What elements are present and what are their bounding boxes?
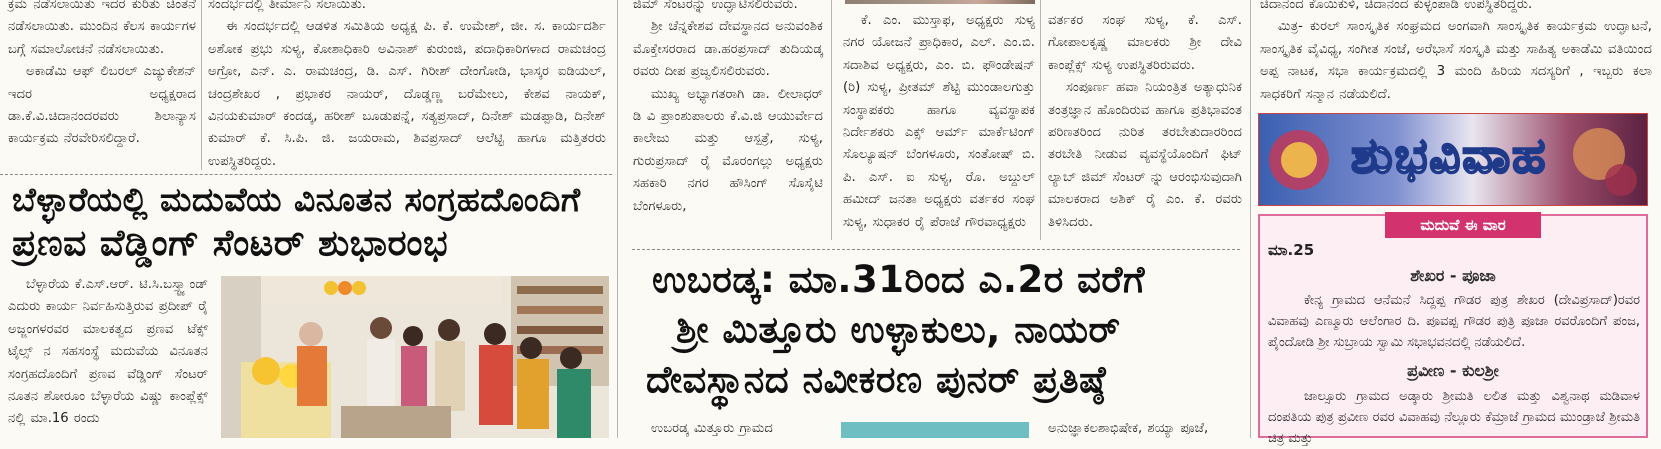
paragraph: ಮಿತ್ರ- ಕುರಲ್ ಸಾಂಸ್ಕೃತಿಕ ಸಂಘ್ರಮದ ಅಂಗವಾಗಿ ಸಾಂಸ್ಕೃತಿಕ ಕಾರ್ಯಕ್ರಮ ಉದ್ಘಾಟನೆ, ಸಾಂಸ್ಕೃತಿಕ ವೈವಿಧ್ಯ, ಸಂಗೀತ ಸಂಜೆ, ಅರೆಭಾಸೆ ಸಂಸ್ಕೃತಿ ಮತ್ತು ಸಾಹಿತ್ಯ ಅಕಾಡೆಮಿ ವತಿಯಿಂದ ಅಪ್ಪ ನಾಟಕ, ಸಭಾ ಕಾರ್ಯಕ್ರಮದಲ್ಲಿ 3 ಮಂದಿ ಹಿರಿಯ ಸದಸ್ಯರಿಗೆ , ಇಬ್ಬರು ಕಲಾ ಸಾಧಕರಿಗೆ ಸನ್ಮಾನ ನಡೆಯಲಿದೆ. xyxy=(1260,19,1652,102)
wedding-couple-names: ಪ್ರವೀಣ - ಕುಲಶ್ರೀ xyxy=(1407,361,1499,380)
column-c xyxy=(633,0,823,238)
paragraph: ಸಂಪೂರ್ಣ ಹವಾ ನಿಯಂತ್ರಿತ ಅತ್ಯಾಧುನಿಕ ತಂತ್ರಜ್ಞಾನ ಹೊಂದಿರುವ ಹಾಗೂ ಪ್ರತಿಭಾವಂತ ಪರಿಣತರಿಂದ ನುರಿತ ತರಬೇತುದಾರರಿಂದ ತರಬೇತಿ ನೀಡುವ ವ್ಯವಸ್ಥೆಯೊಂದಿಗೆ ಫಿಟ್ ಲ್ಯಾಬ್ ಜಿಮ್ ಸೆಂಟರ್ ನ್ನು ಆರಂಭಿಸುವುದಾಗಿ ಮಾಲಕರಾದ ಅಶಿಕ್ ರೈ ಎಂ. ಕೆ. ರವರು ತಿಳಿಸಿದರು. xyxy=(1048,80,1242,230)
paragraph: ಈ ಸಂದರ್ಭದಲ್ಲಿ ಆಡಳಿತ ಸಮಿತಿಯ ಅಧ್ಯಕ್ಷ ಪಿ. ಕೆ. ಉಮೇಶ್, ಜೀ. ಸ. ಕಾರ್ಯದರ್ಶಿ ಅಶೋಕ ಪ್ರಭು ಸುಳ್ಯ, ಕೋಶಾಧಿಕಾರಿ ಅವಿನಾಶ್ ಕುರುಂಜಿ, ಪದಾಧಿಕಾರಿಗಳಾದ ರಾಮಚಂದ್ರ ಅಗ್ರೋ, ಎನ್. ಎ. ರಾಮಚಂದ್ರ, ಡಿ. ಎಸ್. ಗಿರೀಶ್ ದೇಂಗೋಡಿ, ಭಾಸ್ಕರ ಐಡಿಯಲ್, ಚಂದ್ರಶೇಖರ , ಪ್ರಭಾಕರ ನಾಯರ್, ದೊಡ್ಡಣ್ಣ ಬರೆಮೇಲು, ಕೇಶವ ನಾಯಕ್, ವಿನಯಕುಮಾರ್ ಕಂದಡ್ಕ, ಹರೀಶ್ ಬೂಡುಪನ್ನೆ, ಸತ್ಯಪ್ರಸಾದ್, ದಿನೇಶ್ ಮಡಪ್ಪಾಡಿ, ದಿನೇಶ್ ಕುಮಾರ್ ಕೆ. ಸಿ.ಪಿ. ಜಿ. ಜಯರಾಮ, ಶಿವಪ್ರಸಾದ್ ಆಲೆಟ್ಟಿ ಹಾಗೂ ಮತ್ತಿತರರು ಉಪಸ್ಥಿತರಿದ್ದರು. xyxy=(208,19,606,169)
paragraph: ಕ್ರಮ ನಡೆಸಲಾಯಿತು ಇದರ ಕುರಿತು ಚಿಂತನೆ ನಡೆಸಲಾಯಿತು. ಮುಂದಿನ ಕೆಲಸ ಕಾರ್ಯಗಳ ಬಗ್ಗೆ ಸಮಾಲೋಚನೆ ನಡೆಸಲಾಯಿತು. xyxy=(8,0,196,57)
column-divider xyxy=(831,0,832,240)
wedding-banner xyxy=(1258,113,1648,206)
paragraph: ಚಿದಾನಂದ ಕೊಯಿಕುಳಿ, ಚಿದಾನಂದ ಕುಳ್ಳಂಪಾಡಿ ಉಪಸ್ಥಿತರಿದ್ದರು. xyxy=(1260,0,1533,12)
column-divider xyxy=(1040,0,1041,240)
column-a xyxy=(8,0,196,166)
paragraph: ವರ್ತಕರ ಸಂಘ ಸುಳ್ಯ, ಕೆ. ಎಸ್. ಗೋಪಾಲಕೃಷ್ಣ ಮಾಲಕರು ಶ್ರೀ ದೇವಿ ಕಾಂಪ್ಲೆಕ್ಸ್ ಸುಳ್ಯ ಉಪಸ್ಥಿತರಿರುವರು. xyxy=(1048,13,1242,73)
column-b xyxy=(208,0,606,169)
paragraph: ಅನುಜ್ಞಾಕಲಶಾಭಿಷೇಕ, ಶಯ್ಯಾ ಪೂಜೆ, xyxy=(1048,421,1209,436)
wedding-couple-names: ಶೇಖರ - ಪೂಜಾ xyxy=(1410,266,1496,285)
column-f xyxy=(1260,0,1652,102)
paragraph: ಕೆ. ಎಂ. ಮುಸ್ತಾಫ, ಅಧ್ಯಕ್ಷರು ಸುಳ್ಯ ನಗರ ಯೋಜನೆ ಪ್ರಾಧಿಕಾರ, ಎಲ್. ಎಂ.ಬಿ. ಸದಾಶಿವ ಅಧ್ಯಕ್ಷರು, ಎಂ. ಬಿ. ಫೌಂಡೇಷನ್ (ರಿ) ಸುಳ್ಯ, ಪ್ರೀತಮ್ ಶೆಟ್ಟಿ ಮುಂಡಾಲಗುತ್ತು ಸಂಸ್ಥಾಪಕರು ಹಾಗೂ ವ್ಯವಸ್ಥಾಪಕ ನಿರ್ದೇಶಕರು ಎಕ್ಸ್ ಆರ್ಮ್ ಮಾರ್ಕೆಟಿಂಗ್ ಸೊಲ್ಯೂಷನ್ ಬೆಂಗಳೂರು, ಸಂತೋಷ್ ಬಿ. ಪಿ. ಎಸ್. ಐ ಸುಳ್ಯ, ರೊ. ಅಬ್ದುಲ್ ಹಮೀದ್ ಜನತಾ ಅಧ್ಯಕ್ಷರು ವರ್ತಕರ ಸಂಘ ಸುಳ್ಯ, ಸುಧಾಕರ ರೈ ಪೆರಾಜೆ ಗೌರವಾಧ್ಯಕ್ಷರು xyxy=(843,13,1035,230)
column-e xyxy=(1048,10,1242,240)
store-opening-photo xyxy=(221,276,609,438)
story2-body-left xyxy=(633,418,823,438)
paragraph: ಬೆಳ್ಳಾರೆಯ ಕೆ.ಎಸ್.ಆರ್. ಟಿ.ಸಿ.ಬಸ್ಸ್ಟ್ಯಾಂಡ್ ಎದುರು ಕಾರ್ಯ ನಿರ್ವಹಿಸುತ್ತಿರುವ ಪ್ರದೀಪ್ ರೈ ಅಜ್ಜಂಗಳರವರ ಮಾಲಕತ್ವದ ಪ್ರಣವ ಟೆಕ್ಸ್ ಟೈಲ್ಸ್ ನ ಸಹಸಂಸ್ಥೆ ಮದುವೆಯ ವಿನೂತನ ಸಂಗ್ರಹದೊಂದಿಗೆ ಪ್ರಣವ ವೆಡ್ಡಿಂಗ್ ಸೆಂಟರ್ ನೂತನ ಶೋರೂಂ ಬೆಳ್ಳಾರೆಯ ವಿಷ್ಣು ಕಾಂಪ್ಲೆಕ್ಸ್ ನಲ್ಲಿ ಮಾ.16 ರಂದು xyxy=(8,277,208,427)
paragraph: ಸಂದರ್ಭದಲ್ಲಿ ತೀರ್ಮಾನಿ ಸಲಾಯಿತು. xyxy=(208,0,366,12)
top-photo-strip xyxy=(845,0,1035,4)
column-divider xyxy=(617,0,618,438)
story2-photo xyxy=(841,422,1029,438)
story2-headline-line1: ಉಬರಡ್ಕ: ಮಾ.31ರಿಂದ ಎ.2ರ ವರೆಗೆ xyxy=(652,258,1145,301)
section-divider xyxy=(0,174,612,175)
banner-title: ಶುಭವಿವಾಹ xyxy=(1351,128,1548,184)
column-divider xyxy=(201,0,202,170)
column-divider xyxy=(1250,0,1251,438)
weddings-date: ಮಾ.25 xyxy=(1268,241,1315,259)
story1-headline-line1: ಬೆಳ್ಳಾರೆಯಲ್ಲಿ ಮದುವೆಯ ವಿನೂತನ ಸಂಗ್ರಹದೊಂದಿಗೆ xyxy=(12,180,581,219)
story1-photo xyxy=(221,276,609,438)
wedding-entry-text xyxy=(1268,386,1640,446)
paragraph: ಕೇನ್ಯ ಗ್ರಾಮದ ಆನೆಮನೆ ಸಿದ್ದಪ್ಪ ಗೌಡರ ಪುತ್ರ ಶೇಖರ (ದೇವಿಪ್ರಸಾದ್)ರವರ ವಿವಾಹವು ಎಣ್ಮೂರು ಆಲೆಂಗಾರ ದಿ. ಪೂವಪ್ಪ ಗೌಡರ ಪುತ್ರಿ ಪೂಜಾ ರವರೊಂದಿಗೆ ಪಂಜ, ಪೈಂದೋಡಿ ಶ್ರೀ ಸುಬ್ರಾಯ ಸ್ವಾಮಿ ಸಭಾಭವನದಲ್ಲಿ ನಡೆಯಲಿದೆ. xyxy=(1268,293,1640,350)
paragraph: ಶ್ರೀ ಚೆನ್ನಕೇಶವ ದೇವಸ್ಥಾನದ ಅನುವಂಶಿಕ ಮೊಕ್ತೇಸರರಾದ ಡಾ.ಹರಪ್ರಸಾದ್ ತುದಿಯಡ್ಕ ರವರು ದೀಪ ಪ್ರಜ್ವಲಿಸಲಿರುವರು. xyxy=(633,19,823,80)
story1-body xyxy=(8,274,208,438)
paragraph: ಜಾಲ್ಸೂರು ಗ್ರಾಮದ ಅಡ್ಕಾರು ಶ್ರೀಮತಿ ಲಲಿತ ಮತ್ತು ವಿಶ್ವನಾಥ ಮಡಿವಾಳ ದಂಪತಿಯ ಪುತ್ರ ಪ್ರವೀಣ ರವರ ವಿವಾಹವು ನೆಲ್ಲೂರು ಕೆಮ್ರಾಜೆ ಗ್ರಾಮದ ಮುಂಡ್ರಾಜೆ ಶ್ರೀಮತಿ ಚಿತ್ರ ಮತ್ತು xyxy=(1268,389,1640,446)
paragraph: ಮುಖ್ಯ ಅಭ್ಯಾಗತರಾಗಿ ಡಾ. ಲೀಲಾಧರ್ ಡಿ ವಿ ಪ್ರಾಂಶುಪಾಲರು ಕೆ.ವಿ.ಜಿ ಆಯುರ್ವೇದ ಕಾಲೇಜು ಮತ್ತು ಆಸ್ಪತ್ರೆ, ಸುಳ್ಯ, ಗುರುಪ್ರಸಾದ್ ರೈ ಮೊರಂಗಲ್ಲು ಅಧ್ಯಕ್ಷರು ಸಹಕಾರಿ ನಗರ ಹೌಸಿಂಗ್ ಸೊಸೈಟಿ ಬೆಂಗಳೂರು, xyxy=(633,86,823,214)
story2-headline-line2: ಶ್ರೀ ಮಿತ್ತೂರು ಉಳ್ಳಾಕುಲು, ನಾಯರ್ xyxy=(676,308,1121,351)
wedding-entry-text xyxy=(1268,290,1640,356)
weddings-tag: ಮದುವೆ ಈ ವಾರ xyxy=(1385,212,1541,238)
section-divider xyxy=(632,249,1240,250)
paragraph: ಉಬರಡ್ಕ ಮಿತ್ತೂರು ಗ್ರಾಮದ xyxy=(651,421,773,436)
story2-body-right xyxy=(1048,418,1242,438)
column-d xyxy=(843,10,1035,240)
paragraph: ಅಕಾಡೆಮಿ ಆಫ್ ಲಿಬರಲ್ ಎಜ್ಯುಕೇಶನ್ ಇದರ ಅಧ್ಯಕ್ಷರಾದ ಡಾ.ಕೆ.ವಿ.ಚಿದಾನಂದರವರು ಶಿಲಾನ್ಯಾಸ ಕಾರ್ಯಕ್ರಮ ನೆರವೇರಿಸಲಿದ್ದಾರೆ. xyxy=(8,64,196,147)
story1-headline-line2: ಪ್ರಣವ ವೆಡ್ಡಿಂಗ್ ಸೆಂಟರ್ ಶುಭಾರಂಭ xyxy=(12,223,449,264)
paragraph: ಜಿಮ್ ಸೆಂಟರನ್ನು ಉದ್ಘಾಟಿಸಲಿರುವರು. xyxy=(633,0,798,12)
story2-headline-line3: ದೇವಸ್ಥಾನದ ನವೀಕರಣ ಪುನರ್ ಪ್ರತಿಷ್ಠೆ xyxy=(646,358,1107,401)
